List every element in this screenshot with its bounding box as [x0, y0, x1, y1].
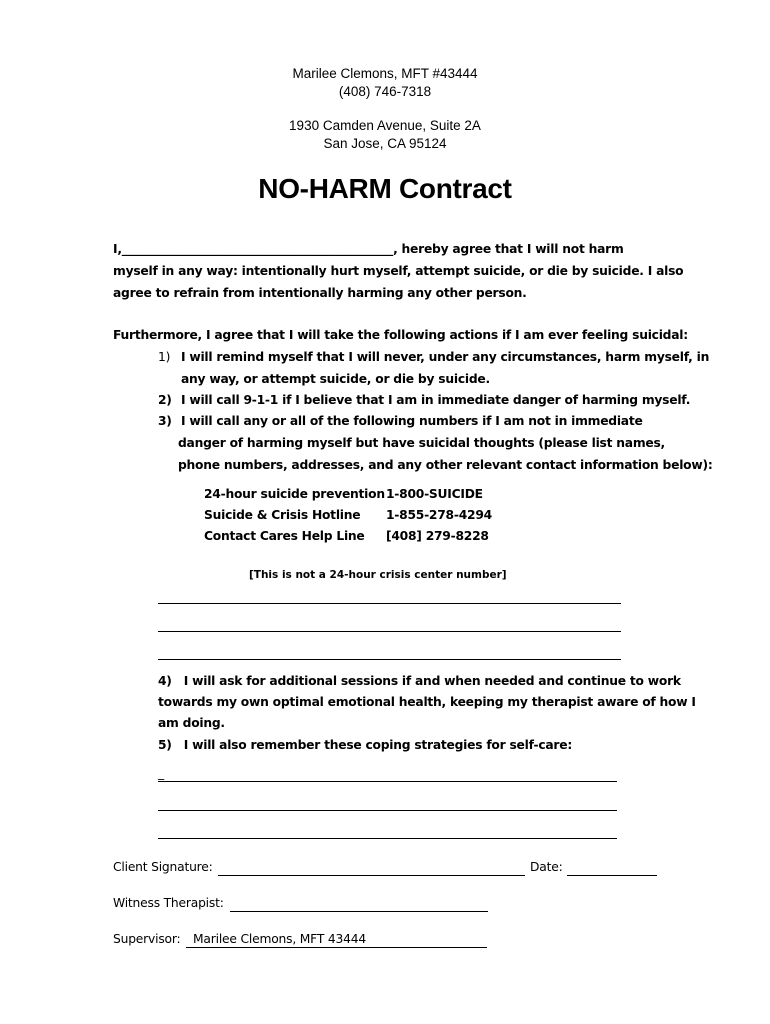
- item-4-number: 4): [158, 674, 172, 688]
- item-5-line-1: [158, 738, 572, 752]
- date-line[interactable]: [567, 875, 657, 876]
- client-name-blank[interactable]: ______________________________________________: [121, 242, 394, 256]
- item-2-number: 2): [158, 393, 172, 407]
- item-1-line-1: I will remind myself that I will never, under any circumstances, harm myself, in: [181, 350, 710, 364]
- therapist-phone: (408) 746-7318: [338, 84, 432, 99]
- item-4-text: I will ask for additional sessions if and when needed and continue to work: [183, 674, 681, 688]
- contact-number: [408] 279-8228: [386, 529, 489, 543]
- address-line-2: San Jose, CA 95124: [323, 136, 447, 151]
- contact-blank-line[interactable]: [158, 603, 621, 604]
- item-1-number: 1): [158, 350, 171, 364]
- client-signature-label: Client Signature:: [113, 860, 213, 874]
- item-5-number: 5): [158, 738, 172, 752]
- coping-blank-line[interactable]: [158, 838, 617, 839]
- item-1-line-2: any way, or attempt suicide, or die by suicide.: [181, 372, 490, 386]
- contact-name: Contact Cares Help Line: [204, 529, 365, 543]
- contact-name: Suicide & Crisis Hotline: [204, 508, 361, 522]
- supervisor-label: Supervisor:: [113, 932, 181, 946]
- intro-line-2: myself in any way: intentionally hurt myself, attempt suicide, or die by suicide. I also: [113, 264, 684, 278]
- address-line-1: 1930 Camden Avenue, Suite 2A: [289, 118, 481, 133]
- intro-line-1: [113, 242, 624, 256]
- intro-prefix: I,: [113, 242, 122, 256]
- contact-name: 24-hour suicide prevention: [204, 487, 385, 501]
- supervisor-line[interactable]: [186, 947, 487, 948]
- item-3-line-2: danger of harming myself but have suicidal thoughts (please list names,: [178, 436, 665, 450]
- item-5-text: I will also remember these coping strategies for self-care:: [183, 738, 573, 752]
- contact-note: [This is not a 24-hour crisis center number]: [249, 569, 507, 581]
- coping-blank-mark: _: [158, 766, 164, 780]
- item-2-line-1: I will call 9-1-1 if I believe that I am in immediate danger of harming myself.: [181, 393, 691, 407]
- contact-number: 1-855-278-4294: [386, 508, 492, 522]
- intro-line-1-suffix: , hereby agree that I will not harm: [393, 242, 624, 256]
- contact-blank-line[interactable]: [158, 659, 621, 660]
- witness-therapist-line[interactable]: [230, 911, 488, 912]
- coping-blank-line[interactable]: [158, 810, 617, 811]
- contact-number: 1-800-SUICIDE: [386, 487, 483, 501]
- item-4-line-3: am doing.: [158, 716, 225, 730]
- witness-therapist-label: Witness Therapist:: [113, 896, 224, 910]
- page-title: NO-HARM Contract: [258, 173, 512, 204]
- item-3-line-1: I will call any or all of the following numbers if I am not in immediate: [181, 414, 643, 428]
- therapist-name: Marilee Clemons, MFT #43444: [292, 66, 478, 81]
- item-3-number: 3): [158, 414, 172, 428]
- date-label: Date:: [530, 860, 563, 874]
- supervisor-value: Marilee Clemons, MFT 43444: [193, 932, 366, 946]
- coping-blank-line[interactable]: [158, 781, 617, 782]
- item-4-line-2: towards my own optimal emotional health, keeping my therapist aware of how I: [158, 695, 696, 709]
- furthermore-text: Furthermore, I agree that I will take the following actions if I am ever feeling suicidal:: [113, 328, 688, 342]
- intro-line-3: agree to refrain from intentionally harming any other person.: [113, 286, 527, 300]
- client-signature-line[interactable]: [218, 875, 525, 876]
- item-4-line-1: [158, 674, 681, 688]
- item-3-line-3: phone numbers, addresses, and any other relevant contact information below):: [178, 458, 713, 472]
- contact-blank-line[interactable]: [158, 631, 621, 632]
